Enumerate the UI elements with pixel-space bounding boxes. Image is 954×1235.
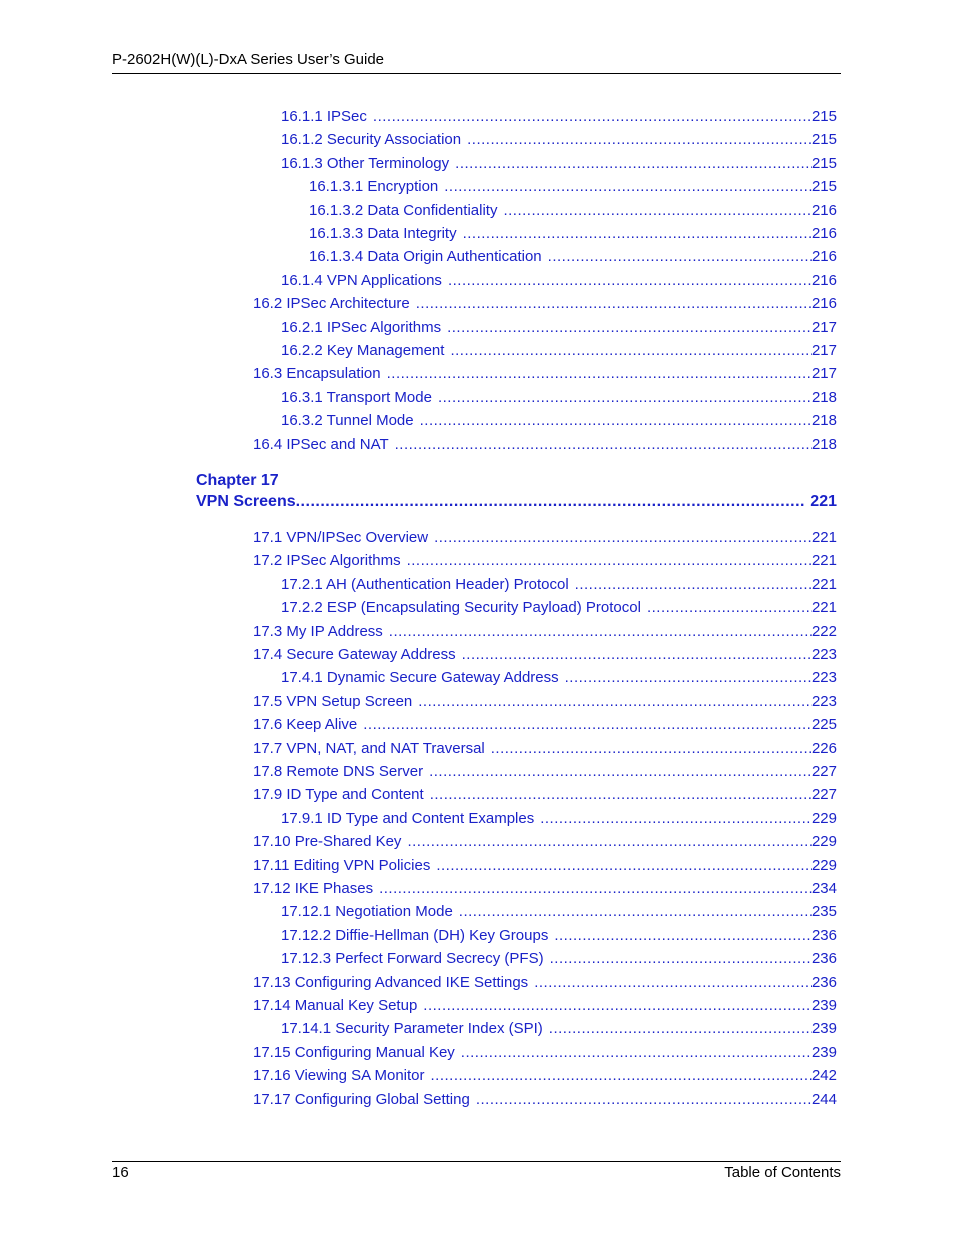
toc-entry-page-number: 235 [811, 903, 837, 920]
dot-leader [503, 202, 812, 220]
dot-leader [540, 810, 812, 828]
dot-leader [450, 342, 812, 360]
toc-entry-title: 16.2 IPSec Architecture [253, 295, 410, 312]
toc-entry-title: 17.5 VPN Setup Screen [253, 693, 413, 710]
dot-leader [549, 1020, 812, 1038]
dot-leader [534, 974, 812, 992]
toc-entry-title: 16.1.3.2 Data Confidentiality [309, 202, 498, 219]
toc-entry-title: 17.3 My IP Address [253, 623, 383, 640]
dot-leader [461, 1044, 812, 1062]
toc-entry-title: 17.14 Manual Key Setup [253, 997, 418, 1014]
toc-entry-title: 17.8 Remote DNS Server [253, 763, 424, 780]
toc-entry-page-number: 216 [811, 202, 837, 219]
toc-entry-page-number: 221 [811, 529, 837, 546]
toc-entry-title: 17.13 Configuring Advanced IKE Settings [253, 974, 529, 991]
toc-entry-page-number: 217 [811, 342, 837, 359]
toc-entry-link[interactable] [253, 880, 837, 898]
toc-entry-link[interactable] [253, 646, 837, 664]
dot-leader [647, 599, 812, 617]
toc-entry-link[interactable] [253, 833, 837, 851]
toc-entry-title: 17.2.2 ESP (Encapsulating Security Payload) Protocol [281, 599, 641, 616]
dot-leader [444, 178, 812, 196]
toc-entry-link[interactable] [253, 740, 837, 758]
toc-entry-link[interactable] [253, 997, 837, 1015]
toc-entry-title: 16.1.3.1 Encryption [309, 178, 439, 195]
toc-entry-page-number: 218 [811, 412, 837, 429]
toc-entry-title: 17.2 IPSec Algorithms [253, 552, 401, 569]
toc-entry-page-number: 218 [811, 436, 837, 453]
toc-entry-link[interactable] [281, 131, 837, 149]
toc-entry-link[interactable] [253, 436, 837, 454]
toc-entry-link[interactable] [281, 155, 837, 173]
toc-entry-page-number: 239 [811, 997, 837, 1014]
dot-leader [429, 763, 812, 781]
toc-entry-link[interactable] [253, 529, 837, 547]
toc-entry-link[interactable] [281, 1020, 837, 1038]
toc-entry-page-number: 221 [811, 552, 837, 569]
dot-leader [420, 412, 812, 430]
toc-entry-link[interactable] [281, 903, 837, 921]
toc-entry-title: 17.17 Configuring Global Setting [253, 1091, 470, 1108]
dot-leader [418, 693, 812, 711]
toc-entry-link[interactable] [253, 552, 837, 570]
toc-entry-link[interactable] [309, 248, 837, 266]
toc-entry-link[interactable] [253, 763, 837, 781]
dot-leader [548, 248, 812, 266]
toc-entry-link[interactable] [281, 342, 837, 360]
dot-leader [434, 529, 812, 547]
toc-entry-link[interactable] [281, 272, 837, 290]
dot-leader [389, 623, 812, 641]
dot-leader [550, 950, 812, 968]
dot-leader [463, 225, 812, 243]
toc-entry-title: 17.6 Keep Alive [253, 716, 358, 733]
dot-leader [467, 131, 812, 149]
toc-entry-title: 17.12.3 Perfect Forward Secrecy (PFS) [281, 950, 544, 967]
toc-entry-page-number: 221 [811, 599, 837, 616]
toc-entry-title: 16.1.4 VPN Applications [281, 272, 442, 289]
toc-entry-link[interactable] [281, 412, 837, 430]
toc-entry-page-number: 229 [811, 833, 837, 850]
toc-entry-page-number: 227 [811, 763, 837, 780]
toc-entry-link[interactable] [281, 950, 837, 968]
dot-leader [296, 492, 807, 511]
toc-entry-page-number: 216 [811, 248, 837, 265]
toc-entry-link[interactable] [253, 365, 837, 383]
toc-entry-link[interactable] [253, 786, 837, 804]
footer-page-number: 16 [112, 1164, 129, 1181]
toc-entry-page-number: 223 [811, 646, 837, 663]
chapter-title-link[interactable] [196, 492, 837, 511]
toc-entry-page-number: 223 [811, 669, 837, 686]
dot-leader [423, 997, 812, 1015]
toc-entry-link[interactable] [281, 810, 837, 828]
toc-entry-title: 16.2.1 IPSec Algorithms [281, 319, 442, 336]
toc-entry-title: 17.10 Pre-Shared Key [253, 833, 402, 850]
toc-entry-link[interactable] [253, 1044, 837, 1062]
dot-leader [459, 903, 812, 921]
toc-entry-page-number: 215 [811, 131, 837, 148]
toc-entry-title: 17.14.1 Security Parameter Index (SPI) [281, 1020, 543, 1037]
toc-entry-page-number: 215 [811, 108, 837, 125]
toc-entry-link[interactable] [253, 857, 837, 875]
dot-leader [395, 436, 812, 454]
toc-entry-title: 16.3.2 Tunnel Mode [281, 412, 414, 429]
toc-entry-page-number: 239 [811, 1044, 837, 1061]
toc-entry-title: 16.3.1 Transport Mode [281, 389, 432, 406]
dot-leader [430, 786, 812, 804]
toc-entry-page-number: 229 [811, 857, 837, 874]
toc-entry-title: 17.9.1 ID Type and Content Examples [281, 810, 535, 827]
toc-entry-link[interactable] [253, 1091, 837, 1109]
dot-leader [431, 1067, 812, 1085]
toc-entry-page-number: 242 [811, 1067, 837, 1084]
toc-entry-link[interactable] [253, 623, 837, 641]
toc-entry-link[interactable] [253, 693, 837, 711]
toc-entry-title: 16.1.3.4 Data Origin Authentication [309, 248, 542, 265]
dot-leader [363, 716, 812, 734]
toc-entry-link[interactable] [253, 295, 837, 313]
toc-entry-page-number: 216 [811, 272, 837, 289]
toc-entry-title: 16.4 IPSec and NAT [253, 436, 389, 453]
toc-entry-title: 17.16 Viewing SA Monitor [253, 1067, 425, 1084]
toc-entry-page-number: 227 [811, 786, 837, 803]
dot-leader [436, 857, 812, 875]
toc-entry-title: 16.2.2 Key Management [281, 342, 445, 359]
dot-leader [462, 646, 812, 664]
toc-entry-link[interactable] [309, 202, 837, 220]
toc-entry-title: 17.9 ID Type and Content [253, 786, 424, 803]
toc-entry-title: 17.15 Configuring Manual Key [253, 1044, 455, 1061]
toc-entry-page-number: 221 [811, 576, 837, 593]
toc-entry-title: 17.12.1 Negotiation Mode [281, 903, 453, 920]
toc-entry-page-number: 229 [811, 810, 837, 827]
toc-entry-title: 17.2.1 AH (Authentication Header) Protocol [281, 576, 569, 593]
dot-leader [554, 927, 812, 945]
dot-leader [565, 669, 812, 687]
toc-entry-page-number: 226 [811, 740, 837, 757]
toc-entry-link[interactable] [309, 225, 837, 243]
toc-entry-page-number: 215 [811, 155, 837, 172]
dot-leader [491, 740, 812, 758]
toc-entry-page-number: 225 [811, 716, 837, 733]
toc-entry-title: 16.1.2 Security Association [281, 131, 462, 148]
chapter-label: Chapter 17 [196, 472, 279, 489]
dot-leader [387, 365, 812, 383]
dot-leader [373, 108, 812, 126]
dot-leader [447, 319, 812, 337]
toc-entry-page-number: 234 [811, 880, 837, 897]
toc-entry-page-number: 236 [811, 927, 837, 944]
toc-entry-link[interactable] [281, 599, 837, 617]
dot-leader [448, 272, 812, 290]
dot-leader [575, 576, 812, 594]
toc-entry-page-number: 223 [811, 693, 837, 710]
toc-entry-page-number: 217 [811, 319, 837, 336]
toc-entry-title: 16.3 Encapsulation [253, 365, 381, 382]
dot-leader [379, 880, 812, 898]
toc-entry-link[interactable] [309, 178, 837, 196]
toc-entry-title: 17.4 Secure Gateway Address [253, 646, 456, 663]
toc-entry-title: 16.1.3.3 Data Integrity [309, 225, 457, 242]
toc-entry-title: 17.11 Editing VPN Policies [253, 857, 431, 874]
dot-leader [416, 295, 812, 313]
page-header [112, 51, 841, 74]
toc-entry-title: 17.4.1 Dynamic Secure Gateway Address [281, 669, 559, 686]
toc-entry-page-number: 217 [811, 365, 837, 382]
toc-entry-page-number: 216 [811, 295, 837, 312]
toc-entry-title: 16.1.3 Other Terminology [281, 155, 450, 172]
toc-entry-link[interactable] [281, 389, 837, 407]
toc-entry-link[interactable] [281, 576, 837, 594]
dot-leader [438, 389, 812, 407]
toc-entry-page-number: 239 [811, 1020, 837, 1037]
dot-leader [476, 1091, 812, 1109]
toc-entry-link[interactable] [281, 319, 837, 337]
dot-leader [455, 155, 812, 173]
toc-entry-link[interactable] [281, 927, 837, 945]
toc-entry-link[interactable] [281, 669, 837, 687]
dot-leader [407, 833, 812, 851]
toc-entry-title: 17.12.2 Diffie-Hellman (DH) Key Groups [281, 927, 549, 944]
toc-entry-page-number: 216 [811, 225, 837, 242]
toc-entry-link[interactable] [281, 108, 837, 126]
page-footer [112, 1161, 841, 1182]
chapter-page-number: 221 [810, 493, 837, 510]
toc-entry-link[interactable] [253, 974, 837, 992]
toc-entry-link[interactable] [253, 1067, 837, 1085]
toc-entry-title: 16.1.1 IPSec [281, 108, 367, 125]
toc-entry-title: 17.12 IKE Phases [253, 880, 374, 897]
toc-entry-page-number: 236 [811, 950, 837, 967]
footer-section: Table of Contents [724, 1164, 841, 1181]
toc-entry-title: 17.7 VPN, NAT, and NAT Traversal [253, 740, 485, 757]
toc-entry-page-number: 244 [811, 1091, 837, 1108]
chapter-title: VPN Screens [196, 493, 296, 510]
toc-entry-page-number: 218 [811, 389, 837, 406]
toc-entry-page-number: 236 [811, 974, 837, 991]
toc-entry-link[interactable] [253, 716, 837, 734]
toc-entry-page-number: 215 [811, 178, 837, 195]
toc-entry-page-number: 222 [811, 623, 837, 640]
guide-title: P-2602H(W)(L)-DxA Series User’s Guide [112, 51, 385, 68]
dot-leader [407, 552, 812, 570]
toc-entry-title: 17.1 VPN/IPSec Overview [253, 529, 429, 546]
